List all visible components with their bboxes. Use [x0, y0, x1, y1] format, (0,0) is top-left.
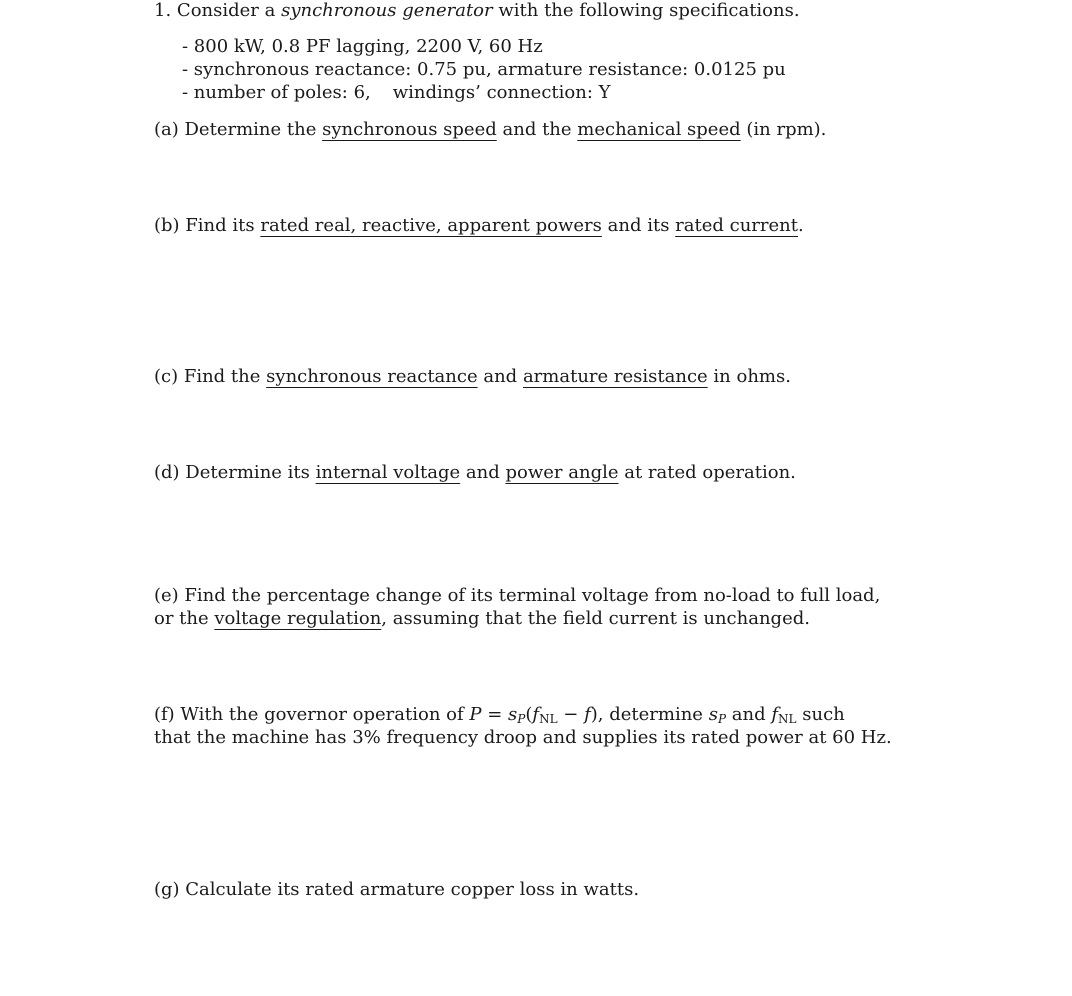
intro-emphasis: synchronous generator: [281, 0, 493, 21]
part-f-text: and: [731, 704, 766, 725]
part-d-text: (d) Determine its: [154, 462, 310, 483]
part-d: [154, 462, 796, 484]
part-b-period: .: [798, 215, 804, 236]
intro-text: Consider a: [176, 0, 276, 21]
part-c-underline-armature-resistance: armature resistance: [522, 366, 708, 387]
part-a-underline-mechanical-speed: mechanical speed: [577, 119, 741, 140]
part-b-text: and its: [607, 215, 670, 236]
problem-statement: [154, 0, 800, 22]
part-e-line-1: (e) Find the percentage change of its terminal voltage from no-load to full load,: [154, 585, 881, 606]
spec-poles: - number of poles: 6,: [182, 82, 371, 103]
part-d-underline-internal-voltage: internal voltage: [315, 462, 461, 483]
part-e-text: , assuming that the field current is unchanged.: [381, 608, 810, 629]
part-c-text: in ohms.: [713, 366, 791, 387]
part-f-line-2: that the machine has 3% frequency droop and supplies its rated power at 60 Hz.: [154, 727, 892, 748]
part-c: [154, 366, 791, 388]
part-d-text: and: [465, 462, 500, 483]
part-f-text: such: [802, 704, 845, 725]
part-a-text: (a) Determine the: [154, 119, 317, 140]
part-a-text: and the: [502, 119, 572, 140]
spec-line-1: - 800 kW, 0.8 PF lagging, 2200 V, 60 Hz: [182, 36, 543, 57]
part-c-underline-synchronous-reactance: synchronous reactance: [266, 366, 478, 387]
part-a-underline-synchronous-speed: synchronous speed: [322, 119, 497, 140]
part-c-text: and: [483, 366, 518, 387]
part-e-text: or the: [154, 608, 209, 629]
intro-text-end: with the following specifications.: [498, 0, 800, 21]
governor-equation: $P = s_P(f_{NL} - f)$: [469, 704, 598, 726]
part-f-text: , determine: [597, 704, 703, 725]
part-a-text: (in rpm).: [746, 119, 827, 140]
spec-connection: windings’ connection: Y: [392, 82, 611, 103]
problem-number: 1.: [154, 0, 172, 21]
part-b: [154, 215, 804, 237]
part-f-text: (f) With the governor operation of: [154, 704, 464, 725]
part-b-underline-powers: rated real, reactive, apparent powers: [260, 215, 602, 236]
part-b-text: (b) Find its: [154, 215, 255, 236]
part-d-text: at rated operation.: [624, 462, 796, 483]
part-e-line-2: [154, 608, 810, 630]
part-g: (g) Calculate its rated armature copper loss in watts.: [154, 879, 640, 900]
spec-line-2: - synchronous reactance: 0.75 pu, armature resistance: 0.0125 pu: [182, 59, 786, 80]
symbol-fnl: $f_{NL}$: [771, 704, 797, 726]
part-d-underline-power-angle: power angle: [505, 462, 619, 483]
part-b-underline-rated-current: rated current: [675, 215, 798, 236]
spec-line-3: [182, 82, 611, 104]
part-c-text: (c) Find the: [154, 366, 261, 387]
symbol-sp: $s_P$: [708, 704, 727, 726]
part-a: [154, 119, 826, 141]
part-e-underline-voltage-regulation: voltage regulation: [214, 608, 382, 629]
part-f-line-1: [154, 704, 845, 726]
